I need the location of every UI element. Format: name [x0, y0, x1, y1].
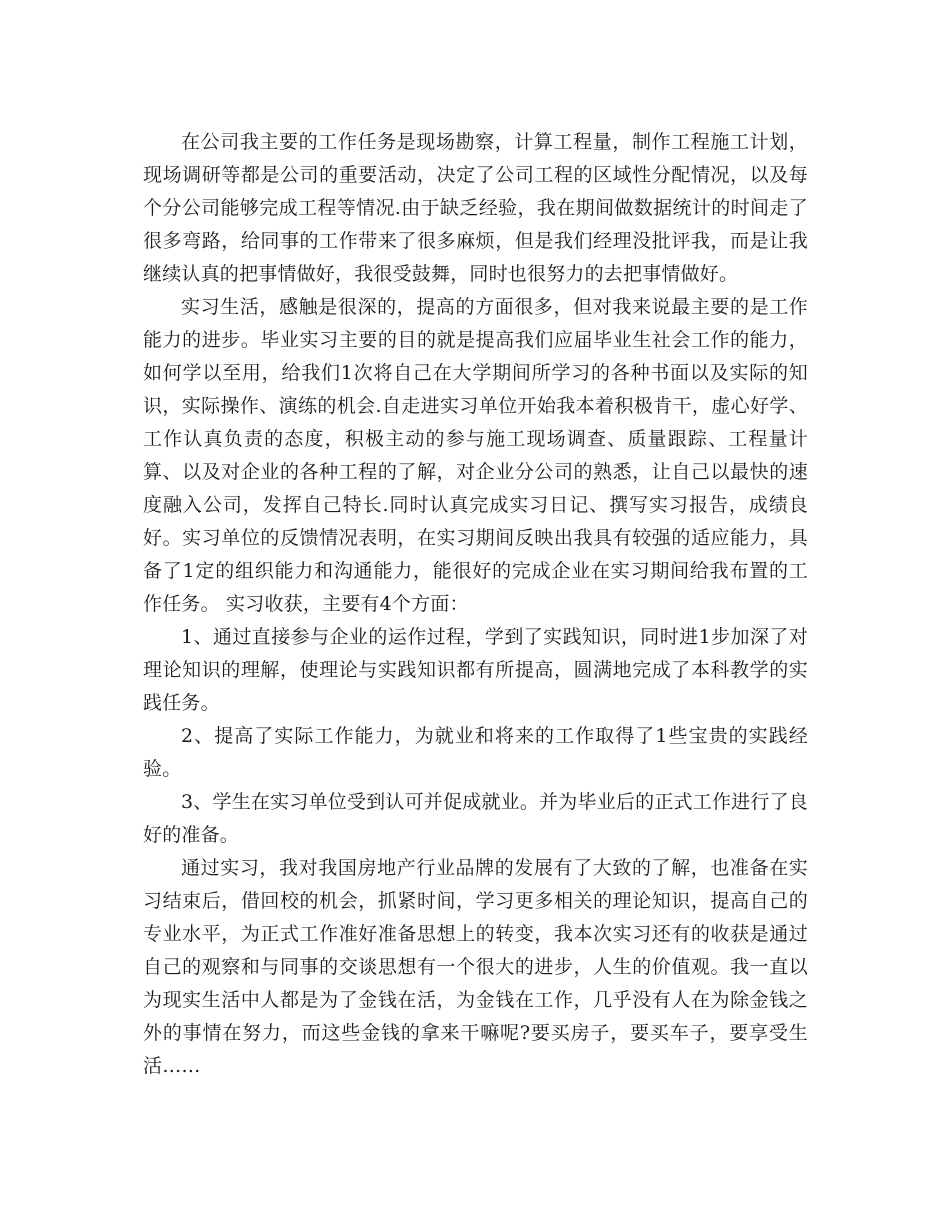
paragraph-gain-1: 1、通过直接参与企业的运作过程，学到了实践知识，同时进1步加深了对理论知识的理解，使理论与实践知识都有所提高，圆满地完成了本科教学的实践任务。 — [143, 626, 808, 714]
paragraph-internship-life: 实习生活，感触是很深的，提高的方面很多，但对我来说最主要的是工作能力的进步。毕业实习主要的目的就是提高我们应届毕业生社会工作的能力，如何学以至用，给我们1次将自己在大学期间所学习的各种书面以及实际的知识，实际操作、演练的机会.自走进实习单位开始我本着积极肯干，虚心好学、工作认真负责的态度，积极主动的参与施工现场调查、质量跟踪、工程量计算、以及对企业的各种工程的了解，对企业分公司的熟悉，让自己以最快的速度融入公司，发挥自己特长.同时认真完成实习日记、撰写实习报告，成绩良好。实习单位的反馈情况表明，在实习期间反映出我具有较强的适应能力，具备了1定的组织能力和沟通能力，能很好的完成企业在实习期间给我布置的工作任务。 实习收获，主要有4个方面： — [143, 296, 808, 615]
paragraph-work-tasks: 在公司我主要的工作任务是现场勘察，计算工程量，制作工程施工计划，现场调研等都是公司的重要活动，决定了公司工程的区域性分配情况，以及每个分公司能够完成工程等情况.由于缺乏经验，我在期间做数据统计的时间走了很多弯路，给同事的工作带来了很多麻烦，但是我们经理没批评我，而是让我继续认真的把事情做好，我很受鼓舞，同时也很努力的去把事情做好。 — [143, 131, 808, 285]
paragraph-reflection: 通过实习，我对我国房地产行业品牌的发展有了大致的了解，也准备在实习结束后，借回校的机会，抓紧时间，学习更多相关的理论知识，提高自己的专业水平，为正式工作准好准备思想上的转变，我本次实习还有的收获是通过自己的观察和与同事的交谈思想有一个很大的进步，人生的价值观。我一直以为现实生活中人都是为了金钱在活，为金钱在工作，几乎没有人在为除金钱之外的事情在努力，而这些金钱的拿来干嘛呢?要买房子，要买车子，要享受生活…… — [143, 857, 808, 1077]
document-body — [143, 126, 808, 1083]
paragraph-gain-3: 3、学生在实习单位受到认可并促成就业。并为毕业后的正式工作进行了良好的准备。 — [143, 791, 808, 846]
paragraph-gain-2: 2、提高了实际工作能力，为就业和将来的工作取得了1些宝贵的实践经验。 — [143, 725, 808, 780]
